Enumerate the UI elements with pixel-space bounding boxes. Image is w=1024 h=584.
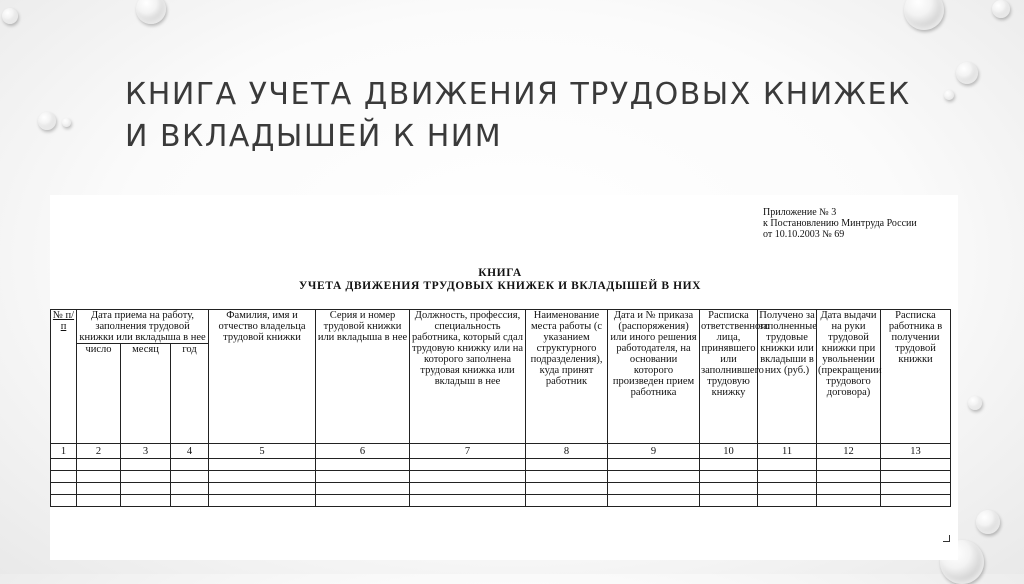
appendix-line: от 10.10.2003 № 69 [763, 229, 845, 240]
table-cell [171, 459, 209, 471]
table-cell [758, 483, 817, 495]
appendix-line: к Постановлению Минтруда России [763, 218, 917, 229]
table-cell [171, 495, 209, 507]
water-drop-decoration [136, 0, 166, 24]
table-cell [700, 471, 758, 483]
column-number: 12 [817, 444, 881, 459]
table-cell [881, 471, 951, 483]
table-cell [608, 495, 700, 507]
table-cell [316, 471, 410, 483]
column-number: 10 [700, 444, 758, 459]
table-cell [316, 495, 410, 507]
column-number: 11 [758, 444, 817, 459]
table-cell [526, 483, 608, 495]
table-cell [700, 495, 758, 507]
table-cell [316, 459, 410, 471]
table-cell [77, 495, 121, 507]
water-drop-decoration [956, 62, 978, 84]
water-drop-decoration [38, 112, 56, 130]
column-header: Дата выдачи на руки трудовой книжки при увольнении (прекращении трудового договора) [817, 310, 881, 444]
column-number-row [51, 444, 951, 459]
table-cell [51, 471, 77, 483]
column-number: 3 [121, 444, 171, 459]
table-cell [526, 459, 608, 471]
subcolumn-header: месяц [121, 344, 171, 444]
table-cell [817, 495, 881, 507]
table-cell [121, 471, 171, 483]
document-scan [50, 195, 958, 560]
table-row [51, 495, 951, 507]
page-corner-mark [943, 535, 950, 542]
table-cell [881, 495, 951, 507]
subcolumn-header: год [171, 344, 209, 444]
table-cell [410, 471, 526, 483]
column-number: 9 [608, 444, 700, 459]
table-cell [51, 483, 77, 495]
slide-title: КНИГА УЧЕТА ДВИЖЕНИЯ ТРУДОВЫХ КНИЖЕК И ВКЛАДЫШЕЙ К НИМ [125, 77, 911, 154]
water-drop-decoration [992, 0, 1010, 18]
table-cell [51, 459, 77, 471]
table-cell [77, 483, 121, 495]
table-cell [209, 459, 316, 471]
heading-line: УЧЕТА ДВИЖЕНИЯ ТРУДОВЫХ КНИЖЕК И ВКЛАДЫШЕЙ В НИХ [298, 280, 702, 292]
column-number: 6 [316, 444, 410, 459]
column-header: Наименование места работы (с указанием структурного подразделения), куда принят работник [526, 310, 608, 444]
column-header: № п/п [51, 310, 77, 444]
water-drop-decoration [968, 396, 982, 410]
water-drop-decoration [904, 0, 944, 30]
column-header: Получено за заполненные трудовые книжки или вкладыши в них (руб.) [758, 310, 817, 444]
column-number: 8 [526, 444, 608, 459]
column-number: 7 [410, 444, 526, 459]
table-row [51, 459, 951, 471]
register-table [50, 309, 951, 507]
table-cell [410, 483, 526, 495]
column-number: 4 [171, 444, 209, 459]
table-cell [121, 483, 171, 495]
water-drop-decoration [2, 8, 18, 24]
table-cell [410, 459, 526, 471]
water-drop-decoration [976, 510, 1000, 534]
document-heading [50, 267, 950, 293]
appendix-line: Приложение № 3 [763, 207, 837, 218]
column-header: Должность, профессия, специальность работника, который сдал трудовую книжку или на которого заполнена трудовая книжка или вкладыш в нее [410, 310, 526, 444]
subcolumn-header: число [77, 344, 121, 444]
heading-line: КНИГА [478, 267, 522, 279]
table-cell [881, 483, 951, 495]
column-header: Серия и номер трудовой книжки или вкладыша в нее [316, 310, 410, 444]
table-cell [817, 483, 881, 495]
column-number: 5 [209, 444, 316, 459]
appendix-note [763, 207, 917, 240]
table-cell [171, 483, 209, 495]
table-cell [51, 495, 77, 507]
table-cell [817, 459, 881, 471]
table-cell [121, 459, 171, 471]
water-drop-decoration [62, 118, 71, 127]
table-cell [209, 483, 316, 495]
water-drop-decoration [944, 90, 954, 100]
table-cell [171, 471, 209, 483]
empty-rows [51, 459, 951, 507]
table-cell [121, 495, 171, 507]
column-header: Дата приема на работу, заполнения трудовой книжки или вкладыша в нее [77, 310, 209, 344]
column-header: Фамилия, имя и отчество владельца трудовой книжки [209, 310, 316, 444]
table-cell [758, 495, 817, 507]
table-cell [758, 459, 817, 471]
column-number: 13 [881, 444, 951, 459]
column-header: Дата и № приказа (распоряжения) или иного решения работодателя, на основании которого произведен прием работника [608, 310, 700, 444]
table-cell [700, 459, 758, 471]
table-cell [209, 471, 316, 483]
table-row [51, 483, 951, 495]
table-cell [608, 483, 700, 495]
table-cell [526, 471, 608, 483]
header-row [51, 310, 951, 344]
table-cell [209, 495, 316, 507]
table-row [51, 471, 951, 483]
table-cell [77, 471, 121, 483]
table-cell [881, 459, 951, 471]
table-cell [526, 495, 608, 507]
table-cell [700, 483, 758, 495]
column-header: Расписка ответственного лица, принявшего или заполнившего трудовую книжку [700, 310, 758, 444]
table-cell [817, 471, 881, 483]
table-cell [410, 495, 526, 507]
table-cell [77, 459, 121, 471]
table-cell [316, 483, 410, 495]
table-cell [608, 459, 700, 471]
table-cell [758, 471, 817, 483]
table-cell [608, 471, 700, 483]
column-number: 1 [51, 444, 77, 459]
column-header: Расписка работника в получении трудовой книжки [881, 310, 951, 444]
column-number: 2 [77, 444, 121, 459]
